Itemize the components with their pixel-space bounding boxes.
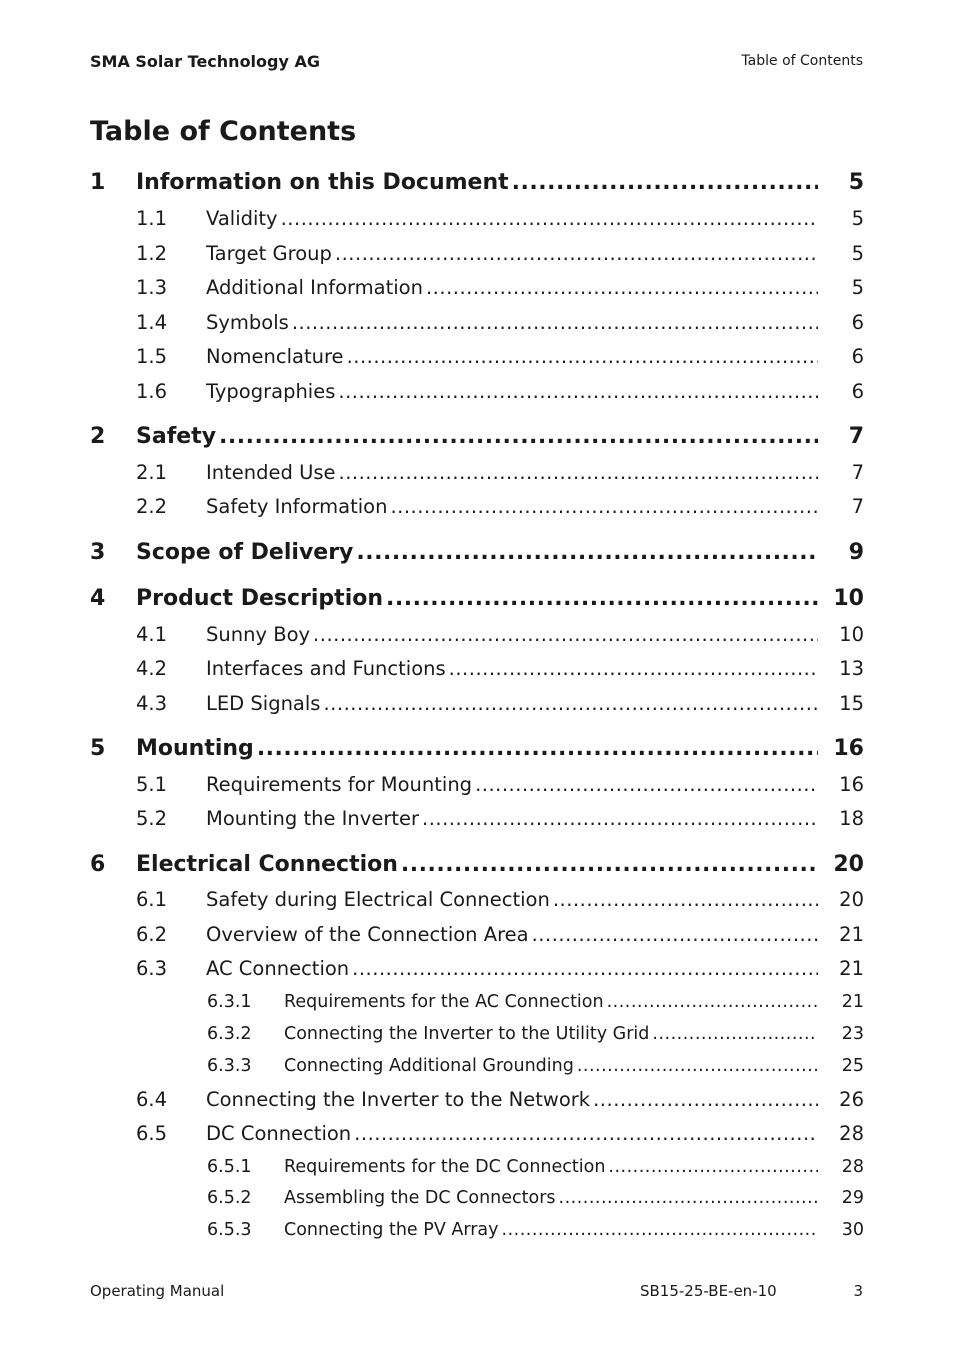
toc-entry-number: 1.4 xyxy=(136,311,168,334)
toc-entry-number: 6.5 xyxy=(136,1122,168,1145)
toc-entry-number: 2.2 xyxy=(136,495,168,518)
toc-entry-page: 21 xyxy=(839,957,864,980)
toc-entry-number: 6 xyxy=(90,852,106,877)
toc-entry-title: Interfaces and Functions xyxy=(206,657,446,680)
toc-entry-title: LED Signals xyxy=(206,692,321,715)
toc-entry-leader-dots xyxy=(323,692,818,715)
toc-entry-level-1[interactable] xyxy=(90,170,864,195)
toc-entry-leader-dots xyxy=(292,311,818,334)
toc-entry-leader-dots xyxy=(339,461,819,484)
toc-entry-number: 6.2 xyxy=(136,923,168,946)
header-section: Table of Contents xyxy=(741,53,863,69)
toc-entry-level-1[interactable] xyxy=(90,540,864,565)
toc-entry-number: 6.5.1 xyxy=(207,1157,252,1177)
toc-entry-number: 6.3 xyxy=(136,957,168,980)
toc-entry-title: Validity xyxy=(206,207,278,230)
toc-entry-level-2[interactable] xyxy=(90,276,864,299)
toc-entry-page: 6 xyxy=(851,311,864,334)
toc-entry-leader-dots xyxy=(422,807,818,830)
toc-entry-level-1[interactable] xyxy=(90,586,864,611)
toc-entry-page: 5 xyxy=(851,276,864,299)
toc-entry-page: 28 xyxy=(841,1157,864,1177)
toc-entry-number: 4.3 xyxy=(136,692,168,715)
toc-entry-page: 10 xyxy=(833,586,864,611)
toc-entry-page: 23 xyxy=(841,1024,864,1044)
toc-entry-leader-dots xyxy=(652,1024,818,1044)
toc-entry-page: 10 xyxy=(839,623,864,646)
toc-entry-leader-dots xyxy=(532,923,818,946)
toc-entry-leader-dots xyxy=(335,242,818,265)
toc-entry-page: 6 xyxy=(851,380,864,403)
toc-entry-title: DC Connection xyxy=(206,1122,352,1145)
toc-entry-leader-dots xyxy=(352,957,818,980)
toc-entry-title: Safety Information xyxy=(206,495,388,518)
toc-entry-leader-dots xyxy=(401,852,818,877)
toc-entry-page: 21 xyxy=(839,923,864,946)
footer-document-name: Operating Manual xyxy=(90,1282,225,1300)
toc-entry-page: 16 xyxy=(839,773,864,796)
toc-entry-title: Product Description xyxy=(136,586,384,611)
toc-entry-title: Electrical Connection xyxy=(136,852,398,877)
toc-entry-number: 6.3.2 xyxy=(207,1024,252,1044)
toc-entry-number: 6.3.3 xyxy=(207,1056,252,1076)
toc-entry-number: 4 xyxy=(90,586,106,611)
toc-entry-title: Safety xyxy=(136,424,217,449)
toc-entry-level-2[interactable] xyxy=(90,461,864,484)
toc-entry-leader-dots xyxy=(449,657,818,680)
toc-entry-number: 3 xyxy=(90,540,106,565)
toc-entry-level-3[interactable] xyxy=(90,1188,864,1208)
toc-entry-title: Connecting the Inverter to the Network xyxy=(206,1088,591,1111)
toc-entry-leader-dots xyxy=(607,992,818,1012)
toc-entry-title: Mounting xyxy=(136,736,254,761)
toc-entry-title: Overview of the Connection Area xyxy=(206,923,529,946)
toc-entry-page: 18 xyxy=(839,807,864,830)
toc-entry-page: 28 xyxy=(839,1122,864,1145)
toc-entry-title: Connecting Additional Grounding xyxy=(284,1056,574,1076)
toc-entry-page: 5 xyxy=(848,170,864,195)
toc-entry-page: 30 xyxy=(841,1220,864,1240)
toc-entry-number: 5.1 xyxy=(136,773,168,796)
toc-entry-number: 1.3 xyxy=(136,276,168,299)
toc-entry-page: 20 xyxy=(833,852,864,877)
toc-entry-page: 25 xyxy=(841,1056,864,1076)
toc-entry-title: Information on this Document xyxy=(136,170,509,195)
toc-entry-title: Requirements for the AC Connection xyxy=(284,992,604,1012)
toc-entry-page: 9 xyxy=(848,540,864,565)
toc-entry-page: 26 xyxy=(839,1088,864,1111)
toc-entry-number: 1 xyxy=(90,170,106,195)
toc-entry-leader-dots xyxy=(559,1188,818,1208)
toc-entry-level-2[interactable] xyxy=(90,1122,864,1145)
toc-entry-level-2[interactable] xyxy=(90,773,864,796)
toc-entry-page: 7 xyxy=(848,424,864,449)
toc-entry-title: Nomenclature xyxy=(206,345,344,368)
toc-entry-title: Typographies xyxy=(206,380,336,403)
toc-entry-level-2[interactable] xyxy=(90,207,864,230)
toc-entry-number: 1.6 xyxy=(136,380,168,403)
toc-entry-level-2[interactable] xyxy=(90,495,864,518)
toc-entry-page: 5 xyxy=(851,207,864,230)
toc-entry-title: Intended Use xyxy=(206,461,336,484)
toc-entry-leader-dots xyxy=(347,345,818,368)
toc-entry-page: 29 xyxy=(841,1188,864,1208)
toc-entry-page: 5 xyxy=(851,242,864,265)
toc-entry-number: 5.2 xyxy=(136,807,168,830)
toc-entry-leader-dots xyxy=(593,1088,818,1111)
toc-entry-level-2[interactable] xyxy=(90,345,864,368)
toc-entry-number: 6.4 xyxy=(136,1088,168,1111)
toc-entry-level-2[interactable] xyxy=(90,957,864,980)
toc-entry-level-2[interactable] xyxy=(90,657,864,680)
toc-entry-leader-dots xyxy=(313,623,818,646)
toc-entry-leader-dots xyxy=(219,424,818,449)
toc-entry-number: 1.5 xyxy=(136,345,168,368)
toc-entry-title: Sunny Boy xyxy=(206,623,311,646)
page-title: Table of Contents xyxy=(90,116,357,147)
toc-entry-level-1[interactable] xyxy=(90,852,864,877)
toc-entry-title: Mounting the Inverter xyxy=(206,807,419,830)
toc-entry-leader-dots xyxy=(577,1056,818,1076)
toc-entry-leader-dots xyxy=(257,736,818,761)
footer-page-number: 3 xyxy=(853,1282,863,1300)
toc-entry-page: 6 xyxy=(851,345,864,368)
toc-entry-page: 21 xyxy=(841,992,864,1012)
toc-entry-leader-dots xyxy=(281,207,818,230)
toc-entry-level-2[interactable] xyxy=(90,242,864,265)
toc-entry-title: Scope of Delivery xyxy=(136,540,354,565)
toc-entry-number: 2.1 xyxy=(136,461,168,484)
toc-entry-leader-dots xyxy=(502,1220,819,1240)
toc-entry-leader-dots xyxy=(553,888,818,911)
toc-entry-title: Additional Information xyxy=(206,276,423,299)
toc-entry-level-3[interactable] xyxy=(90,992,864,1012)
toc-entry-level-1[interactable] xyxy=(90,424,864,449)
footer-document-code: SB15-25-BE-en-10 xyxy=(640,1282,777,1300)
toc-entry-leader-dots xyxy=(608,1157,818,1177)
toc-entry-level-2[interactable] xyxy=(90,623,864,646)
toc-entry-leader-dots xyxy=(390,495,818,518)
header-company: SMA Solar Technology AG xyxy=(90,52,320,71)
toc-entry-title: Requirements for Mounting xyxy=(206,773,473,796)
toc-entry-page: 16 xyxy=(833,736,864,761)
toc-entry-page: 13 xyxy=(839,657,864,680)
toc-entry-number: 1.1 xyxy=(136,207,168,230)
toc-entry-number: 4.1 xyxy=(136,623,168,646)
toc-entry-level-3[interactable] xyxy=(90,1220,864,1240)
toc-entry-title: Symbols xyxy=(206,311,289,334)
toc-entry-title: Assembling the DC Connectors xyxy=(284,1188,556,1208)
toc-entry-level-2[interactable] xyxy=(90,888,864,911)
toc-entry-leader-dots xyxy=(386,586,818,611)
toc-entry-page: 20 xyxy=(839,888,864,911)
toc-entry-page: 7 xyxy=(851,461,864,484)
toc-entry-leader-dots xyxy=(354,1122,818,1145)
toc-entry-level-2[interactable] xyxy=(90,923,864,946)
toc-entry-title: Connecting the Inverter to the Utility Grid xyxy=(284,1024,650,1044)
toc-entry-number: 6.3.1 xyxy=(207,992,252,1012)
toc-entry-number: 4.2 xyxy=(136,657,168,680)
toc-entry-leader-dots xyxy=(356,540,818,565)
toc-entry-level-3[interactable] xyxy=(90,1157,864,1177)
toc-entry-title: AC Connection xyxy=(206,957,350,980)
toc-entry-level-1[interactable] xyxy=(90,736,864,761)
toc-entry-leader-dots xyxy=(426,276,818,299)
toc-entry-level-2[interactable] xyxy=(90,692,864,715)
toc-entry-number: 6.1 xyxy=(136,888,168,911)
toc-entry-title: Connecting the PV Array xyxy=(284,1220,499,1240)
toc-entry-level-3[interactable] xyxy=(90,1056,864,1076)
toc-entry-number: 1.2 xyxy=(136,242,168,265)
toc-entry-page: 7 xyxy=(851,495,864,518)
toc-entry-title: Requirements for the DC Connection xyxy=(284,1157,606,1177)
toc-entry-number: 6.5.3 xyxy=(207,1220,252,1240)
toc-entry-leader-dots xyxy=(338,380,818,403)
toc-entry-title: Safety during Electrical Connection xyxy=(206,888,550,911)
toc-entry-number: 5 xyxy=(90,736,106,761)
toc-entry-level-2[interactable] xyxy=(90,311,864,334)
toc-entry-title: Target Group xyxy=(206,242,332,265)
toc-entry-level-2[interactable] xyxy=(90,1088,864,1111)
toc-entry-level-3[interactable] xyxy=(90,1024,864,1044)
toc-entry-leader-dots xyxy=(475,773,818,796)
toc-entry-number: 6.5.2 xyxy=(207,1188,252,1208)
toc-entry-page: 15 xyxy=(839,692,864,715)
toc-entry-level-2[interactable] xyxy=(90,807,864,830)
toc-entry-leader-dots xyxy=(512,170,818,195)
toc-entry-level-2[interactable] xyxy=(90,380,864,403)
toc-entry-number: 2 xyxy=(90,424,106,449)
